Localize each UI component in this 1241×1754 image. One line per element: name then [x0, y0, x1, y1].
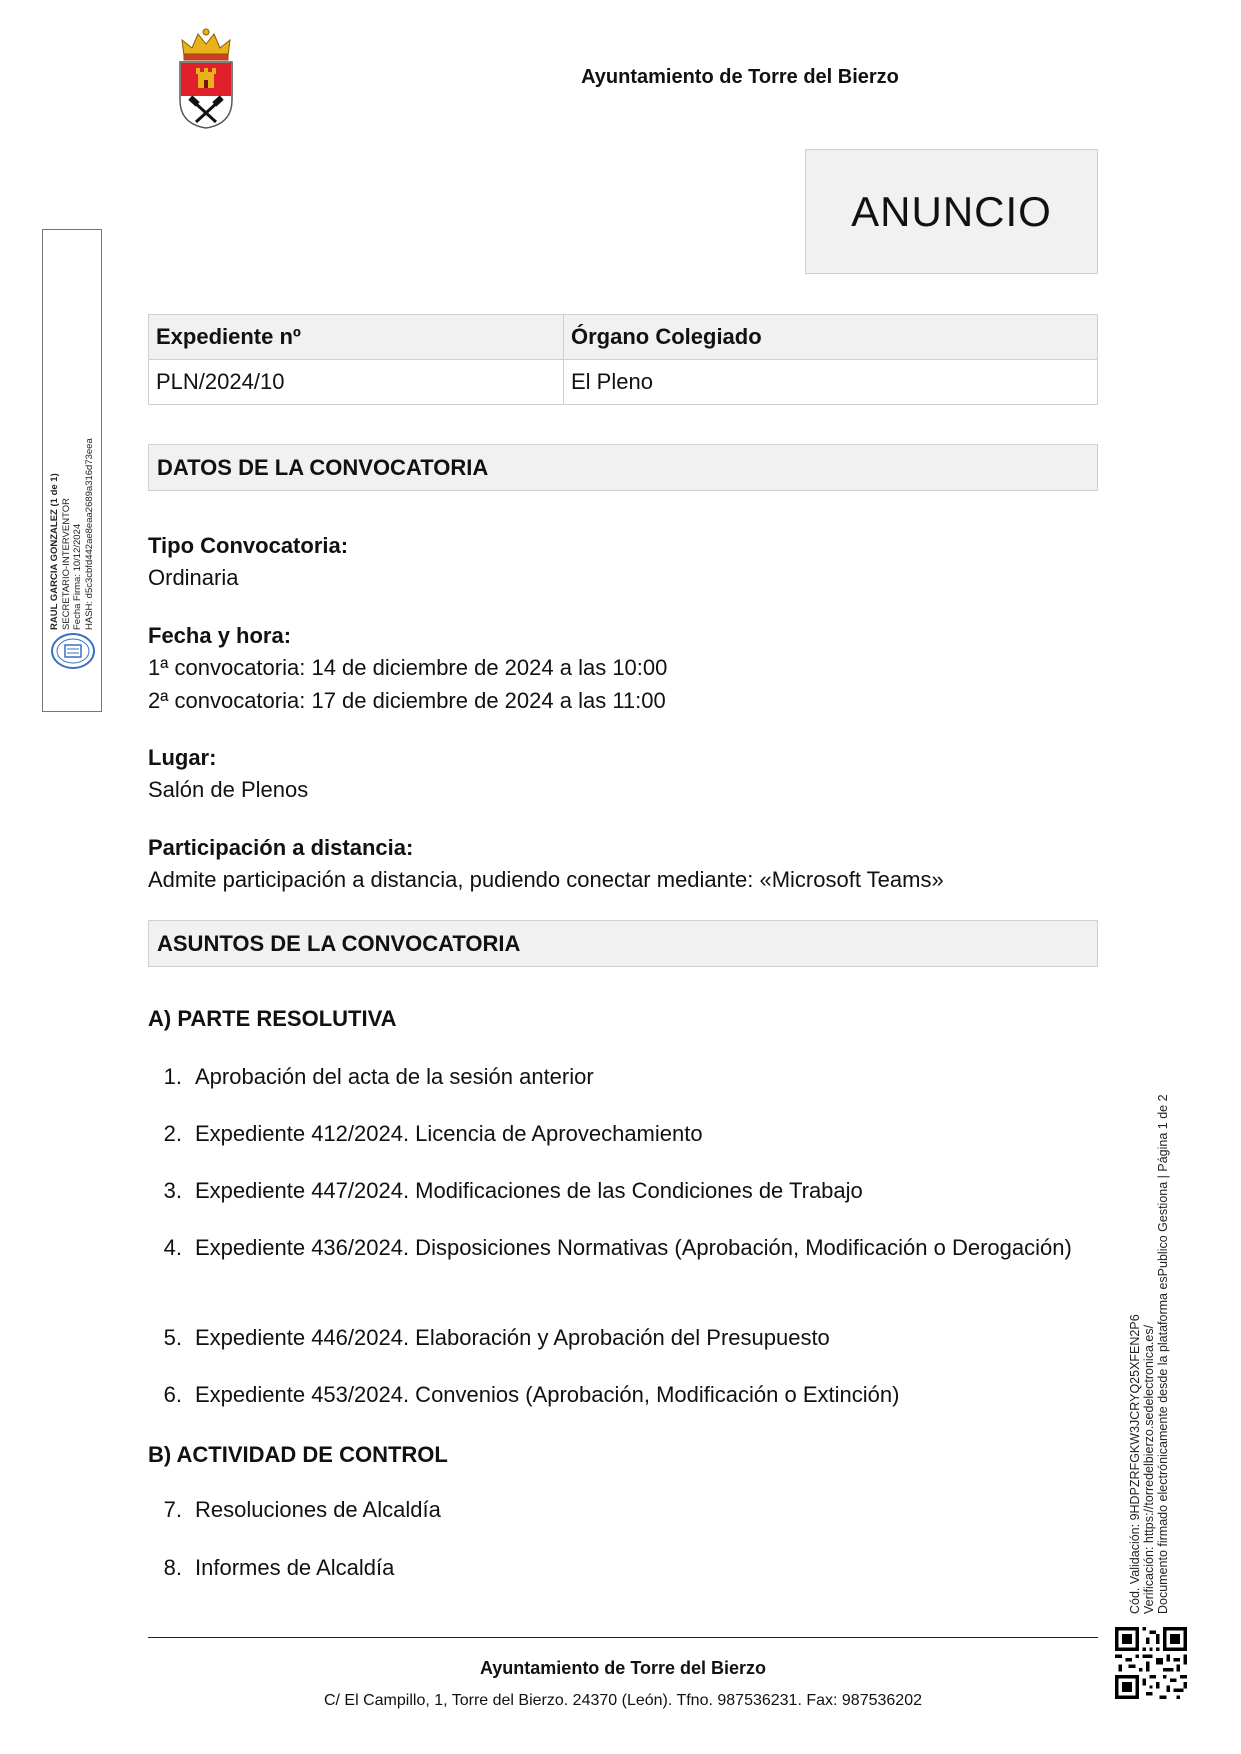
signature-stamp	[42, 229, 102, 712]
expediente-header: Expediente nº	[149, 315, 564, 360]
signature-hash: HASH: d5c3cbfd442ae8eaa2689a316d73eea	[83, 438, 95, 630]
document-type-box	[805, 149, 1098, 274]
footer-organization: Ayuntamiento de Torre del Bierzo	[479, 1658, 767, 1678]
verification-url: Verificación: https://torredelbierzo.sedelectronica.es/	[1142, 1324, 1156, 1614]
lugar-label: Lugar:	[148, 745, 217, 770]
section-asuntos-convocatoria	[148, 920, 1098, 967]
signature-date: Fecha Firma: 10/12/2024	[72, 523, 83, 630]
section-title: ASUNTOS DE LA CONVOCATORIA	[157, 930, 521, 956]
item-text: Aprobación del acta de la sesión anterior	[195, 1064, 594, 1089]
item-number: 6.	[163, 1382, 182, 1407]
signature-text	[49, 240, 95, 630]
item-number: 5.	[163, 1325, 182, 1350]
platform-note: Documento firmado electrónicamente desde la plataforma esPublico Gestiona | Página 1 de 2	[1156, 1094, 1170, 1614]
signer-role: SECRETARIO-INTERVENTOR	[60, 498, 72, 630]
item-number: 3.	[163, 1178, 182, 1203]
footer-address: C/ El Campillo, 1, Torre del Bierzo. 24370 (León). Tfno. 987536231. Fax: 987536202	[323, 1692, 922, 1709]
item-number: 2.	[163, 1121, 182, 1146]
expediente-value: PLN/2024/10	[149, 360, 564, 405]
item-number: 1.	[163, 1064, 182, 1089]
item-text: Expediente 412/2024. Licencia de Aprovechamiento	[195, 1121, 703, 1146]
tipo-convocatoria-label: Tipo Convocatoria:	[148, 533, 349, 558]
item-text: Expediente 436/2024. Disposiciones Normativas (Aprobación, Modificación o Derogación)	[195, 1235, 1072, 1260]
item-number: 7.	[163, 1497, 182, 1522]
fecha-hora-label: Fecha y hora:	[148, 623, 292, 648]
item-text: Expediente 453/2024. Convenios (Aprobación, Modificación o Extinción)	[195, 1382, 900, 1407]
item-text: Resoluciones de Alcaldía	[195, 1497, 441, 1522]
parte-resolutiva-heading: A) PARTE RESOLUTIVA	[148, 1006, 397, 1031]
participacion-label: Participación a distancia:	[148, 835, 414, 860]
header-organization: Ayuntamiento de Torre del Bierzo	[581, 66, 899, 88]
segunda-convocatoria: 2ª convocatoria: 17 de diciembre de 2024 a las 11:00	[148, 688, 666, 713]
table-row	[149, 360, 1098, 405]
primera-convocatoria: 1ª convocatoria: 14 de diciembre de 2024 a las 10:00	[148, 655, 668, 680]
actividad-control-heading: B) ACTIVIDAD DE CONTROL	[148, 1442, 448, 1467]
section-datos-convocatoria	[148, 444, 1098, 491]
item-text: Expediente 447/2024. Modificaciones de las Condiciones de Trabajo	[195, 1178, 863, 1203]
section-title: DATOS DE LA CONVOCATORIA	[157, 454, 489, 480]
qr-code	[1115, 1627, 1187, 1699]
participacion-value: Admite participación a distancia, pudiendo conectar mediante: «Microsoft Teams»	[148, 867, 944, 892]
item-number: 8.	[163, 1555, 182, 1580]
item-text: Informes de Alcaldía	[195, 1555, 395, 1580]
verification-strip	[1128, 1094, 1182, 1614]
footer-divider	[148, 1637, 1098, 1638]
item-number: 4.	[163, 1235, 182, 1260]
document-type-title: ANUNCIO	[851, 187, 1052, 235]
signer-name: RAUL GARCIA GONZALEZ (1 de 1)	[49, 473, 60, 630]
signature-seal-icon	[50, 628, 96, 674]
coat-of-arms-logo	[176, 26, 236, 130]
table-header-row	[149, 315, 1098, 360]
validation-code: Cód. Validación: 9HDPZRFGKW3JCRYQ25XFEN2P6	[1128, 1314, 1142, 1614]
tipo-convocatoria-value: Ordinaria	[148, 565, 239, 590]
lugar-value: Salón de Plenos	[148, 777, 309, 802]
expediente-table	[148, 314, 1098, 405]
organo-header: Órgano Colegiado	[564, 315, 1098, 360]
organo-value: El Pleno	[564, 360, 1098, 405]
item-text: Expediente 446/2024. Elaboración y Aprobación del Presupuesto	[195, 1325, 830, 1350]
